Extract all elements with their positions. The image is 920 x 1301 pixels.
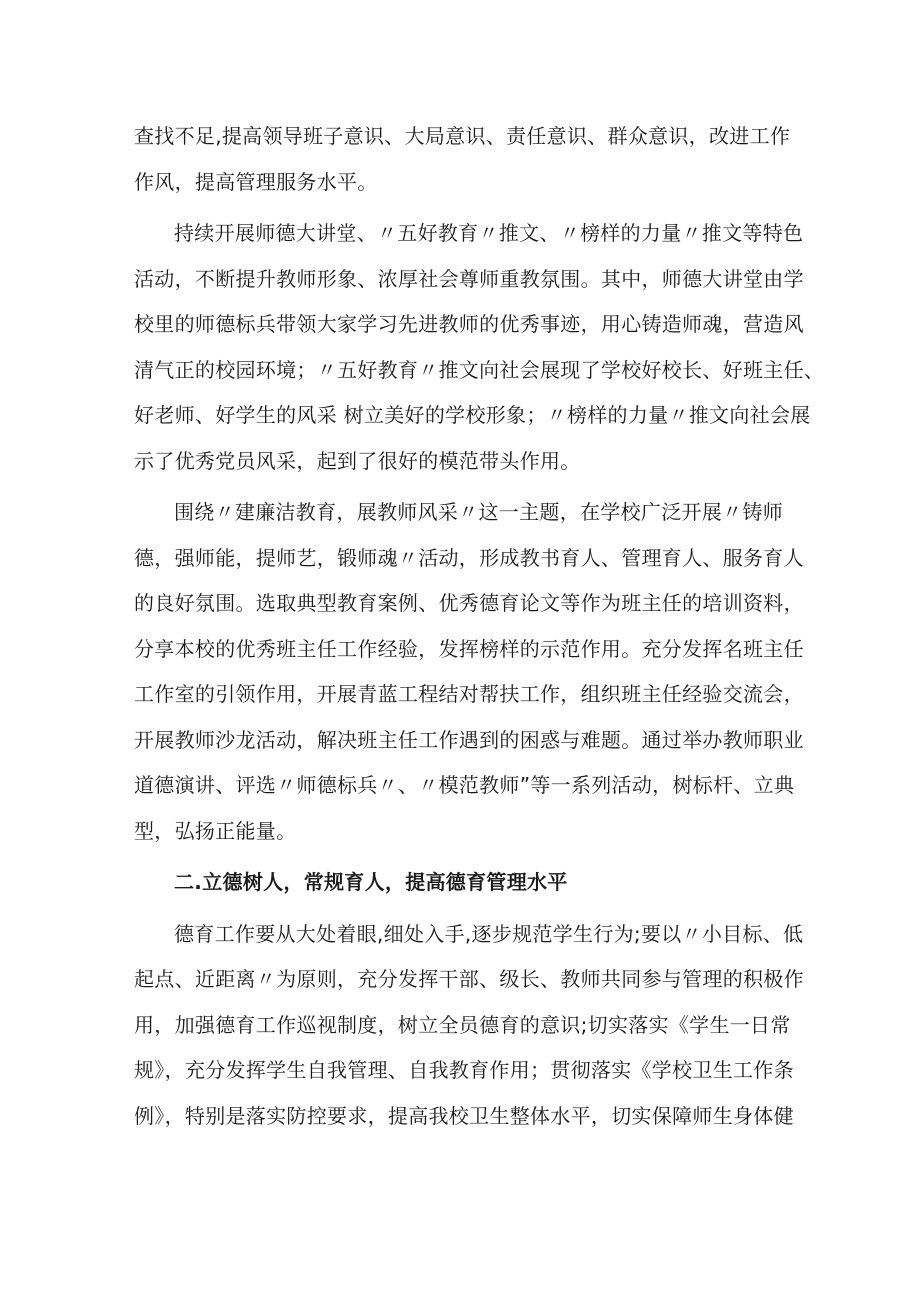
document-body <box>134 114 825 1139</box>
text-line: 规》，充分发挥学生自我管理、自我教育作用；贯彻落实《学校卫生工作条 <box>134 1058 794 1082</box>
paragraph-1 <box>134 114 792 205</box>
text-line: 德育工作要从大处着眼,细处入手,逐步规范学生行为;要以〃小目标、低 <box>174 921 804 946</box>
text-line: 好老师、好学生的风采 树立美好的学校形象；〃榜样的力量〃推文向社会展 <box>134 403 811 427</box>
section-heading: 二.立德树人，常规育人，提高德育管理水平 <box>174 870 568 894</box>
text-line: 围绕〃建廉洁教育，展教师风采〃这一主题，在学校广泛开展〃铸师 <box>174 500 783 524</box>
text-line: 起点、近距离〃为原则，充分发挥干部、级长、教师共同参与管理的积极作 <box>134 967 804 991</box>
text-line: 查找不足,提高领导班子意识、大局意识、责任意识、群众意识，改进工作 <box>134 124 791 148</box>
paragraph-2 <box>134 211 825 484</box>
text-line: 示了优秀党员风采，起到了很好的模范带头作用。 <box>134 448 581 473</box>
text-line: 工作室的引领作用，开展青蓝工程结对帮扶工作，组织班主任经验交流会， <box>134 682 804 706</box>
paragraph-4 <box>134 912 804 1140</box>
text-line: 例》，特别是落实防控要求，提高我校卫生整体水平，切实保障师生身体健 <box>134 1103 794 1128</box>
text-line: 德，强师能，提师艺，锻师魂〃活动，形成教书育人、管理育人、服务育人 <box>134 545 804 570</box>
text-line: 校里的师德标兵带领大家学习先进教师的优秀事迹，用心铸造师魂，营造风 <box>134 312 804 336</box>
text-line: 作风，提高管理服务水平。 <box>134 169 378 194</box>
text-line: 的良好氛围。选取典型教育案例、优秀德育论文等作为班主任的培训资料， <box>134 591 804 615</box>
text-line: 用，加强德育工作巡视制度，树立全员德育的意识;切实落实《学生一日常 <box>134 1012 791 1037</box>
paragraph-3 <box>134 490 804 854</box>
text-line: 持续开展师德大讲堂、〃五好教育〃推文、〃榜样的力量〃推文等特色 <box>174 221 804 245</box>
text-line: 分享本校的优秀班主任工作经验，发挥榜样的示范作用。充分发挥名班主任 <box>134 636 804 661</box>
text-line: 清气正的校园环境；〃五好教育〃推文向社会展现了学校好校长、好班主任、 <box>134 357 825 382</box>
text-line: 道德演讲、评选〃师德标兵〃、〃模范教师”等一系列活动，树标杆、立典 <box>134 773 795 797</box>
text-line: 型，弘扬正能量。 <box>134 818 297 843</box>
text-line: 活动，不断提升教师形象、浓厚社会尊师重教氛围。其中，师德大讲堂由学 <box>134 266 804 291</box>
text-line: 开展教师沙龙活动，解决班主任工作遇到的困惑与难题。通过举办教师职业 <box>134 727 804 752</box>
